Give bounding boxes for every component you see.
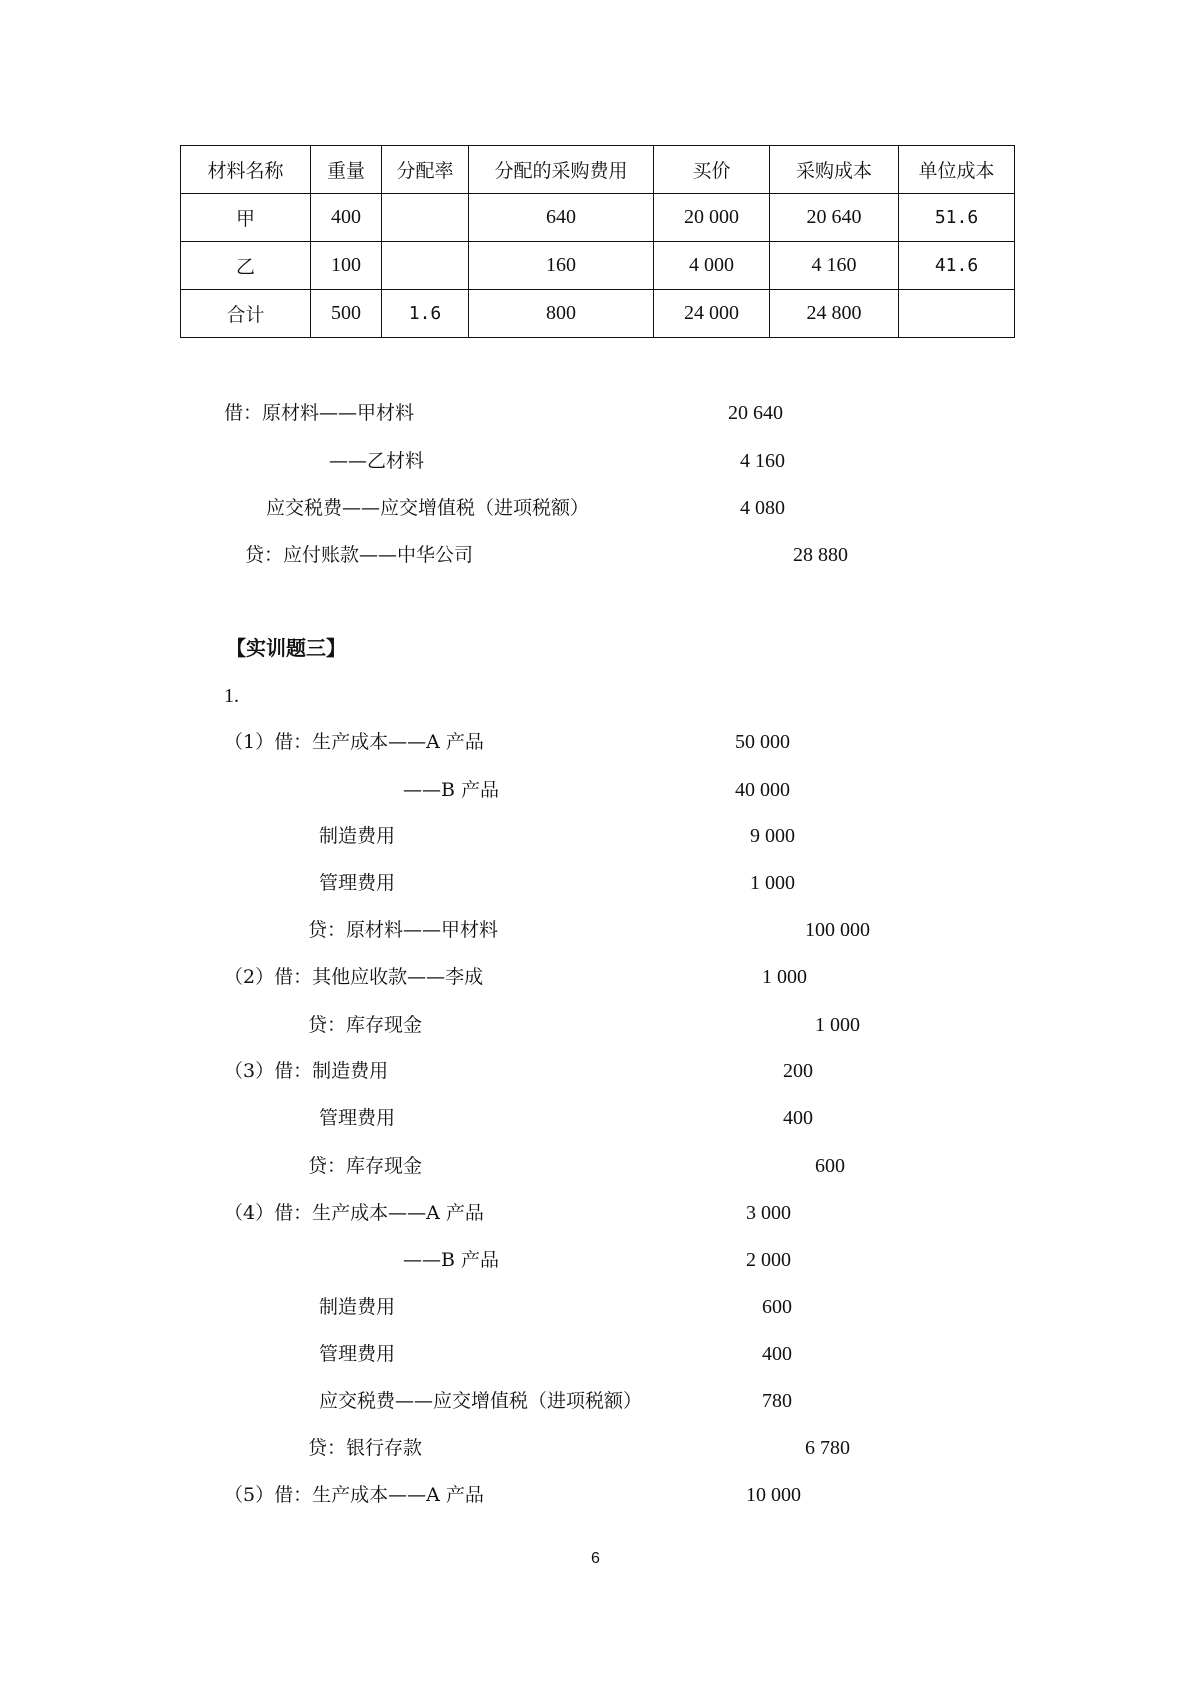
entry-line-amount: 400 [783,1107,813,1129]
table-cell: 乙 [181,242,311,290]
table-cell: 4 000 [654,242,770,290]
entry-line-amount: 6 780 [805,1437,850,1459]
header-material-name: 材料名称 [181,146,311,194]
entry-line-text: （2）借：其他应收款——李成 [224,966,484,988]
table-cell: 100 [311,242,382,290]
header-purchase-price: 买价 [654,146,770,194]
header-allocated-purchase-cost: 分配的采购费用 [469,146,654,194]
table-row [181,290,1015,338]
entry-line-amount: 1 000 [750,872,795,894]
table-cell [382,242,469,290]
entry-line-amount: 50 000 [735,731,790,753]
table-header-row [181,146,1015,194]
material-cost-allocation-table [180,145,1015,338]
table-cell: 24 000 [654,290,770,338]
entry-line-amount: 20 640 [728,402,783,424]
entry-line-text: （1）借：生产成本——A 产品 [224,731,484,753]
table-cell: 1.6 [382,290,469,338]
entry-line-amount: 2 000 [746,1249,791,1271]
entry-line-amount: 200 [783,1060,813,1082]
table-cell: 400 [311,194,382,242]
entry-line-amount: 10 000 [746,1484,801,1506]
table-cell: 800 [469,290,654,338]
entry-line-text: ——乙材料 [329,450,425,472]
header-unit-cost: 单位成本 [899,146,1015,194]
entry-line-text: 贷：库存现金 [308,1155,423,1177]
table-row [181,194,1015,242]
entry-line-text: 管理费用 [319,872,396,894]
page-number: 6 [591,1550,600,1567]
entry-line-amount: 4 160 [740,450,785,472]
entry-line-amount: 28 880 [793,544,848,566]
table-cell: 160 [469,242,654,290]
entry-line-amount: 1 000 [762,966,807,988]
entry-line-text: ——B 产品 [403,779,500,801]
entry-line-amount: 100 000 [805,919,870,941]
entry-line-text: 贷：原材料——甲材料 [308,919,499,941]
header-weight: 重量 [311,146,382,194]
entry-line-amount: 40 000 [735,779,790,801]
entry-line-amount: 3 000 [746,1202,791,1224]
entry-line-amount: 4 080 [740,497,785,519]
header-purchase-cost: 采购成本 [770,146,899,194]
table-cell: 500 [311,290,382,338]
entry-line-amount: 400 [762,1343,792,1365]
entry-line-text: ——B 产品 [403,1249,500,1271]
table-cell: 20 640 [770,194,899,242]
entry-line-amount: 1 000 [815,1014,860,1036]
table-cell [899,290,1015,338]
section-title: 【实训题三】 [226,636,346,660]
entry-line-amount: 600 [762,1296,792,1318]
entry-line-text: （3）借：制造费用 [224,1060,389,1082]
table-cell: 20 000 [654,194,770,242]
entry-line-text: （4）借：生产成本——A 产品 [224,1202,484,1224]
item-number: 1. [224,685,239,707]
entry-line-text: 贷：银行存款 [308,1437,423,1459]
entry-line-text: 借：原材料——甲材料 [224,402,415,424]
entry-line-text: 制造费用 [319,825,396,847]
table-cell: 合计 [181,290,311,338]
entry-line-text: 应交税费——应交增值税（进项税额） [266,497,590,519]
table-cell: 24 800 [770,290,899,338]
entry-line-text: （5）借：生产成本——A 产品 [224,1484,484,1506]
entry-line-amount: 9 000 [750,825,795,847]
table-row [181,242,1015,290]
table-cell: 甲 [181,194,311,242]
table-cell: 51.6 [899,194,1015,242]
table-cell [382,194,469,242]
entry-line-text: 管理费用 [319,1343,396,1365]
entry-line-text: 管理费用 [319,1107,396,1129]
entry-line-text: 应交税费——应交增值税（进项税额） [319,1390,643,1412]
table-cell: 640 [469,194,654,242]
entry-line-text: 制造费用 [319,1296,396,1318]
table-cell: 4 160 [770,242,899,290]
entry-line-amount: 780 [762,1390,792,1412]
entry-line-text: 贷：应付账款——中华公司 [245,544,474,566]
header-allocation-rate: 分配率 [382,146,469,194]
table-cell: 41.6 [899,242,1015,290]
entry-line-amount: 600 [815,1155,845,1177]
entry-line-text: 贷：库存现金 [308,1014,423,1036]
